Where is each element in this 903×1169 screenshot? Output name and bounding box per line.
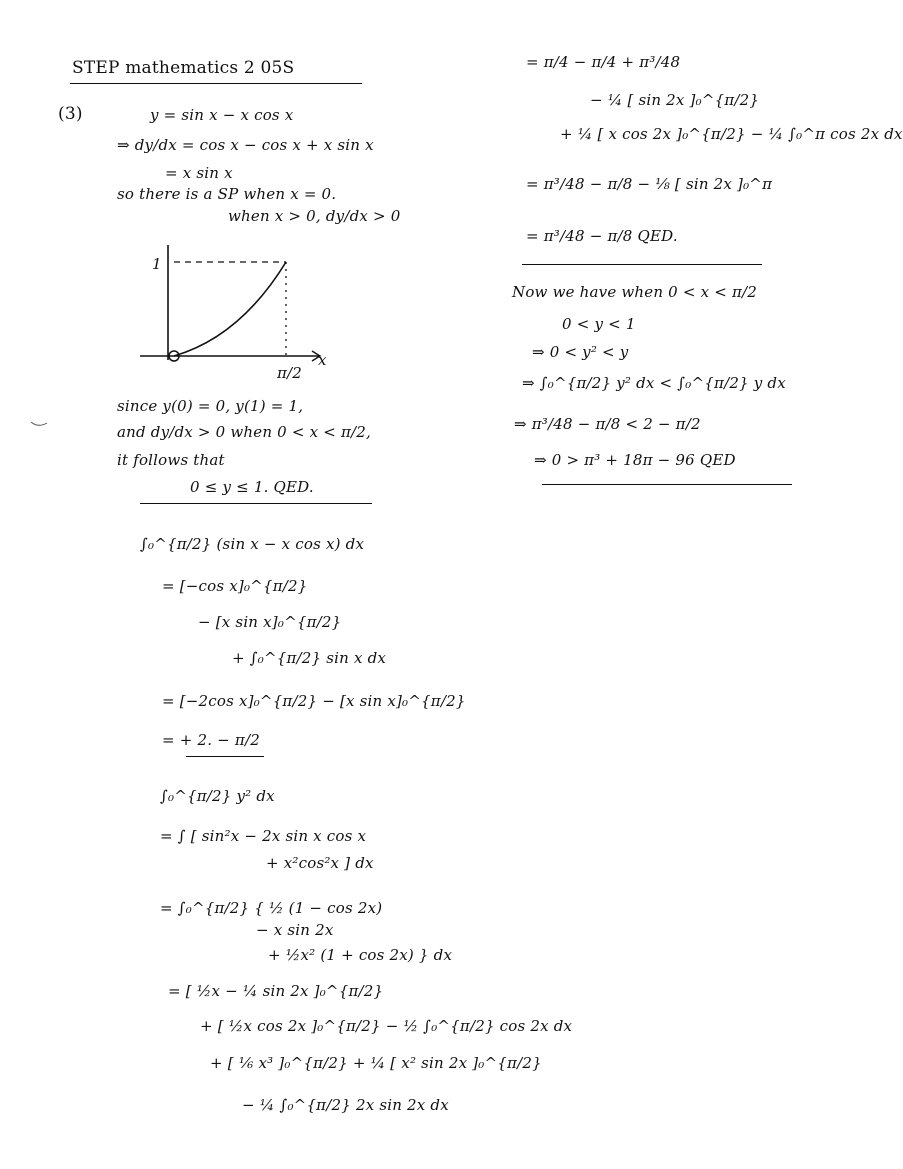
page-title: STEP mathematics 2 05S <box>72 58 295 78</box>
integral2-line-6: + ½x² (1 + cos 2x) } dx <box>268 946 453 964</box>
integral2-line-9: + [ ⅙ x³ ]₀^{π/2} + ¼ [ x² sin 2x ]₀^{π/2} <box>210 1054 542 1072</box>
final-line-5: ⇒ π³/48 − π/8 < 2 − π/2 <box>514 415 701 433</box>
integral1-line-5: = [−2cos x]₀^{π/2} − [x sin x]₀^{π/2} <box>162 692 466 710</box>
conclusion-line-1: since y(0) = 0, y(1) = 1, <box>117 397 304 415</box>
graph-x-axis-label: x <box>318 351 327 369</box>
integral1-line-3: − [x sin x]₀^{π/2} <box>198 613 342 631</box>
right-line-4: = π³/48 − π/8 − ⅛ [ sin 2x ]₀^π <box>526 175 773 193</box>
integral2-line-2: = ∫ [ sin²x − 2x sin x cos x <box>160 827 367 845</box>
final-line-4: ⇒ ∫₀^{π/2} y² dx < ∫₀^{π/2} y dx <box>522 374 786 392</box>
part1-line-4: so there is a SP when x = 0. <box>117 185 337 203</box>
integral2-line-1: ∫₀^{π/2} y² dx <box>160 787 275 805</box>
integral2-line-4: = ∫₀^{π/2} { ½ (1 − cos 2x) <box>160 899 383 917</box>
graph-x-tick-label: π/2 <box>277 364 303 382</box>
integral1-line-2: = [−cos x]₀^{π/2} <box>162 577 308 595</box>
part1-line-3: = x sin x <box>165 164 233 182</box>
title-underline <box>70 83 362 84</box>
final-line-1: Now we have when 0 < x < π/2 <box>512 283 758 301</box>
right-line-3: + ¼ [ x cos 2x ]₀^{π/2} − ¼ ∫₀^π cos 2x dx <box>560 125 903 143</box>
section-divider-2 <box>522 264 762 265</box>
final-line-6: ⇒ 0 > π³ + 18π − 96 QED <box>534 451 736 469</box>
graph-curve <box>174 262 286 356</box>
section-divider-1 <box>140 503 372 504</box>
integral2-line-10: − ¼ ∫₀^{π/2} 2x sin 2x dx <box>242 1096 449 1114</box>
graph-y-tick-label: 1 <box>152 255 162 273</box>
part1-line-2: ⇒ dy/dx = cos x − cos x + x sin x <box>117 136 374 154</box>
right-line-1: = π/4 − π/4 + π³/48 <box>526 53 681 71</box>
part1-line-1: y = sin x − x cos x <box>150 106 294 124</box>
integral1-line-6: = + 2. − π/2 <box>162 731 260 749</box>
final-underline <box>542 484 792 485</box>
part1-line-5: when x > 0, dy/dx > 0 <box>228 207 401 225</box>
integral2-line-8: + [ ½x cos 2x ]₀^{π/2} − ½ ∫₀^{π/2} cos 2x dx <box>200 1017 573 1035</box>
integral2-line-7: = [ ½x − ¼ sin 2x ]₀^{π/2} <box>168 982 384 1000</box>
conclusion-line-3: it follows that <box>117 451 225 469</box>
conclusion-line-4: 0 ≤ y ≤ 1. QED. <box>190 478 314 496</box>
integral1-line-1: ∫₀^{π/2} (sin x − x cos x) dx <box>140 535 365 553</box>
integral1-underline <box>186 756 264 757</box>
integral1-line-4: + ∫₀^{π/2} sin x dx <box>232 649 387 667</box>
final-line-2: 0 < y < 1 <box>562 315 636 333</box>
margin-mark <box>30 418 50 430</box>
graph-sketch <box>140 245 340 380</box>
integral2-line-3: + x²cos²x ] dx <box>266 854 374 872</box>
question-number: (3) <box>58 104 83 124</box>
integral2-line-5: − x sin 2x <box>256 921 334 939</box>
final-line-3: ⇒ 0 < y² < y <box>532 343 629 361</box>
right-line-5: = π³/48 − π/8 QED. <box>526 227 678 245</box>
conclusion-line-2: and dy/dx > 0 when 0 < x < π/2, <box>117 423 372 441</box>
right-line-2: − ¼ [ sin 2x ]₀^{π/2} <box>590 91 760 109</box>
